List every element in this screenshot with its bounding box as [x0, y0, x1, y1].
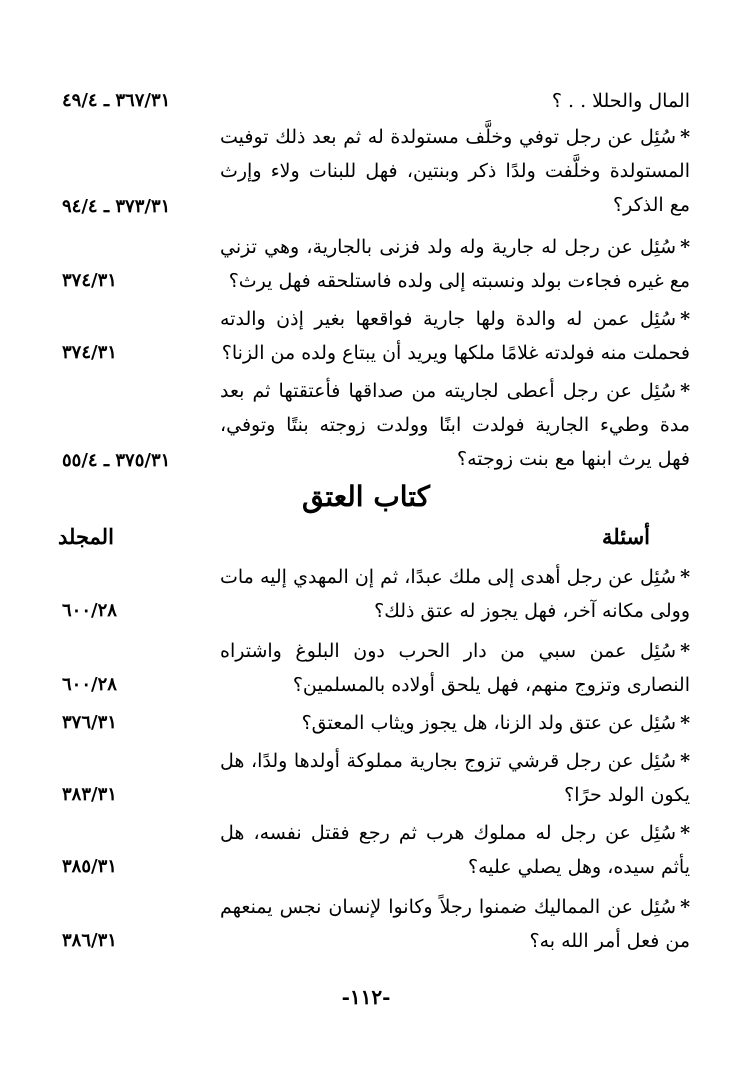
- entry: [50, 230, 690, 298]
- entry-reference: ٦٠٠/٢٨: [62, 674, 117, 695]
- entry-text: [220, 302, 690, 370]
- entry-question: سُئِل عن رجل قرشي تزوج بجارية مملوكة أولدها ولدًا، هل يكون الولد حرًا؟: [220, 750, 690, 806]
- entry-reference: ٣٧٤/٣١: [62, 342, 117, 363]
- entry-question: سُئِل عن رجل أعطى لجاريته من صداقها فأعتقتها ثم بعد مدة وطيء الجارية فولدت ابنًا وولدت زوجته بنتًا وتوفي، فهل يرث ابنها مع بنت زوجته؟: [220, 380, 690, 470]
- entry-question: سُئِل عمن له والدة ولها جارية فواقعها بغير إذن والدته فحملت منه فولدته غلامًا ملكها ويريد أن يبتاع ولده من الزنا؟: [220, 308, 690, 364]
- entry-reference: ٣٨٥/٣١: [62, 856, 117, 877]
- entry-question: سُئِل عن رجل له جارية وله ولد فزنى بالجارية، وهي تزني مع غيره فجاءت بولد ونسبته إلى ولده فاستلحقه فهل يرث؟: [220, 236, 690, 292]
- entry-text: [220, 706, 690, 740]
- entry: [50, 560, 690, 628]
- bullet-star-icon: *: [680, 308, 690, 330]
- entry-question: سُئِل عمن سبي من دار الحرب دون البلوغ واشتراه النصارى وتزوج منهم، فهل يلحق أولاده بالمسلمين؟: [220, 640, 690, 696]
- entry-text: المال والحللا . . ؟: [551, 90, 690, 112]
- bullet-star-icon: *: [680, 712, 690, 734]
- entry: [50, 816, 690, 884]
- section-title: كتاب العتق: [301, 480, 431, 513]
- entry: [50, 744, 690, 812]
- bullet-star-icon: *: [680, 380, 690, 402]
- entry: [50, 890, 690, 958]
- entry-text: [220, 816, 690, 884]
- entry-reference: ٣٧٤/٣١: [62, 270, 117, 291]
- entry: [50, 374, 690, 478]
- entry-text: [220, 560, 690, 628]
- entry-reference: ٣٧٦/٣١: [62, 712, 117, 733]
- entry-text: [220, 230, 690, 298]
- entry-text: [220, 744, 690, 812]
- bullet-star-icon: *: [680, 236, 690, 258]
- entry: [50, 302, 690, 370]
- entry-reference: ٣٧٥/٣١ ـ ٥٥/٤: [62, 450, 171, 471]
- bullet-star-icon: *: [680, 896, 690, 918]
- bullet-star-icon: *: [680, 566, 690, 588]
- entry-question: سُئِل عن المماليك ضمنوا رجلاً وكانوا لإنسان نجس يمنعهم من فعل أمر الله به؟: [220, 896, 690, 952]
- bullet-star-icon: *: [680, 640, 690, 662]
- entry-reference: ٣٨٦/٣١: [62, 930, 117, 951]
- entry-question: سُئِل عن عتق ولد الزنا، هل يجوز ويثاب المعتق؟: [301, 712, 677, 734]
- bullet-star-icon: *: [680, 750, 690, 772]
- entry: [50, 706, 690, 740]
- bullet-star-icon: *: [680, 126, 690, 148]
- entry-text: [220, 890, 690, 958]
- entry: [50, 120, 690, 224]
- entry-reference: ٦٠٠/٢٨: [62, 600, 117, 621]
- entry-question: سُئِل عن رجل له مملوك هرب ثم رجع فقتل نفسه، هل يأثم سيده، وهل يصلي عليه؟: [220, 822, 690, 878]
- entry-text: [220, 634, 690, 702]
- entry-continuation: [50, 84, 690, 118]
- volume-column-header: المجلد: [58, 524, 114, 549]
- entry-question: سُئِل عن رجل توفي وخلَّف مستولدة له ثم بعد ذلك توفيت المستولدة وخلَّفت ولدًا ذكر وبنتين، فهل للبنات ولاء وإرث مع الذكر؟: [220, 126, 690, 216]
- entry: [50, 634, 690, 702]
- bullet-star-icon: *: [680, 822, 690, 844]
- page-number: -١١٢-: [341, 985, 391, 1009]
- entry-text: [220, 374, 690, 476]
- entry-question: سُئِل عن رجل أهدى إلى ملك عبدًا، ثم إن المهدي إليه مات وولى مكانه آخر، فهل يجوز له عتق ذلك؟: [220, 566, 690, 622]
- entry-text: [220, 120, 690, 222]
- entry-reference: ٣٨٣/٣١: [62, 784, 117, 805]
- entry-reference: ٣٧٣/٣١ ـ ٩٤/٤: [62, 196, 171, 217]
- entry-reference: ٣٦٧/٣١ ـ ٤٩/٤: [62, 90, 171, 111]
- questions-column-header: أسئلة: [602, 524, 650, 549]
